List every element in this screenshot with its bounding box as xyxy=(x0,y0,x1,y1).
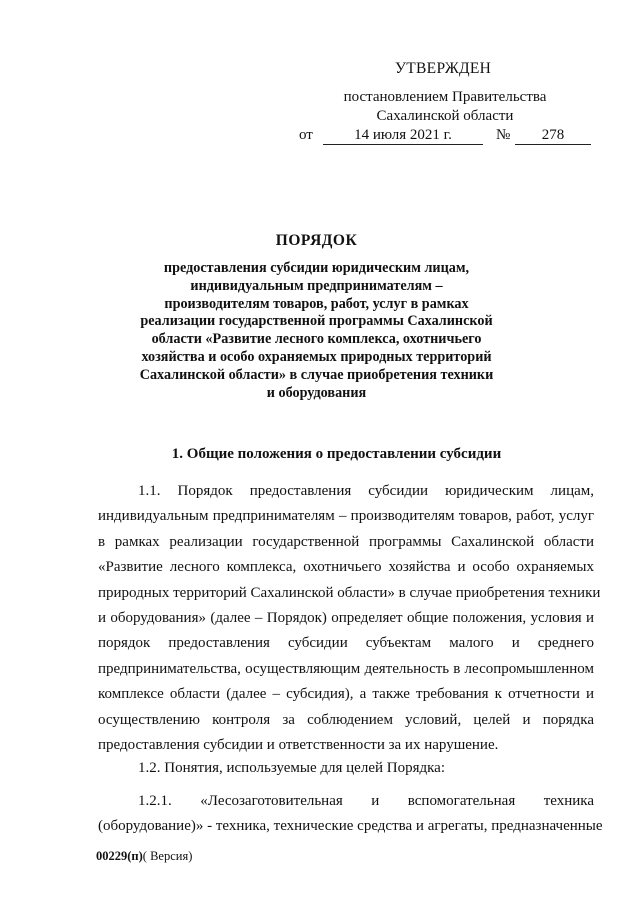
subtitle-line: предоставления субсидии юридическим лицам, xyxy=(163,260,470,276)
number-sign: № xyxy=(496,127,511,143)
approval-date: 14 июля 2021 г. xyxy=(323,127,483,145)
paragraph-line: природных территорий Сахалинской области» в случае приобретения техники xyxy=(98,584,601,601)
paragraph-1-2-1 xyxy=(98,789,603,840)
document-subtitle xyxy=(130,260,503,402)
paragraph-line: индивидуальным предпринимателям – производителям товаров, работ, услуг xyxy=(98,508,594,525)
document-version: ( Версия) xyxy=(142,849,193,863)
subtitle-line: реализации государственной программы Сахалинской xyxy=(140,313,493,330)
paragraph-line: осуществлению контроля за соблюдением условий, целей и порядка xyxy=(98,711,594,728)
subtitle-line: и оборудования xyxy=(266,384,367,401)
paragraph-1-1 xyxy=(98,479,601,758)
footer xyxy=(96,849,192,864)
approval-line-2: Сахалинской области xyxy=(376,108,514,124)
paragraph-line: предпринимательства, осуществляющим деятельность в лесопромышленном xyxy=(98,660,594,677)
paragraph-1-2: 1.2. Понятия, используемые для целей Порядка: xyxy=(138,760,446,776)
paragraph-line: (оборудование)» - техника, технические средства и агрегаты, предназначенные xyxy=(98,818,603,835)
subtitle-line: производителям товаров, работ, услуг в рамках xyxy=(164,295,469,312)
approval-number: 278 xyxy=(515,127,591,145)
subtitle-line: Сахалинской области» в случае приобретения техники xyxy=(139,366,494,383)
subtitle-line: хозяйства и особо охраняемых природных территорий xyxy=(141,348,492,365)
document-title: ПОРЯДОК xyxy=(275,232,358,249)
from-label: от xyxy=(299,127,313,143)
approval-line-1: постановлением Правительства xyxy=(343,89,547,105)
paragraph-line: «Развитие лесного комплекса, охотничьего хозяйства и особо охраняемых xyxy=(98,559,594,576)
paragraph-line: предоставления субсидии и ответственности за их нарушение. xyxy=(98,737,499,754)
paragraph-line: в рамках реализации государственной программы Сахалинской области xyxy=(98,533,594,550)
section-heading: 1. Общие положения о предоставлении субсидии xyxy=(171,446,502,462)
subtitle-line: индивидуальным предпринимателям – xyxy=(190,277,443,294)
paragraph-line: комплексе области (далее – субсидия), а также требования к отчетности и xyxy=(98,686,594,703)
approval-title: УТВЕРЖДЕН xyxy=(395,60,492,77)
document-code: 00229(п) xyxy=(96,849,143,863)
paragraph-line: 1.2.1. «Лесозаготовительная и вспомогательная техника xyxy=(138,793,594,809)
approval-date-row xyxy=(299,127,599,149)
paragraph-line: порядок предоставления субсидии субъектам малого и среднего xyxy=(98,635,594,652)
subtitle-line: области «Развитие лесного комплекса, охотничьего xyxy=(151,331,482,348)
paragraph-line: 1.1. Порядок предоставления субсидии юридическим лицам, xyxy=(138,483,594,499)
paragraph-line: и оборудования» (далее – Порядок) определяет общие положения, условия и xyxy=(98,610,594,627)
